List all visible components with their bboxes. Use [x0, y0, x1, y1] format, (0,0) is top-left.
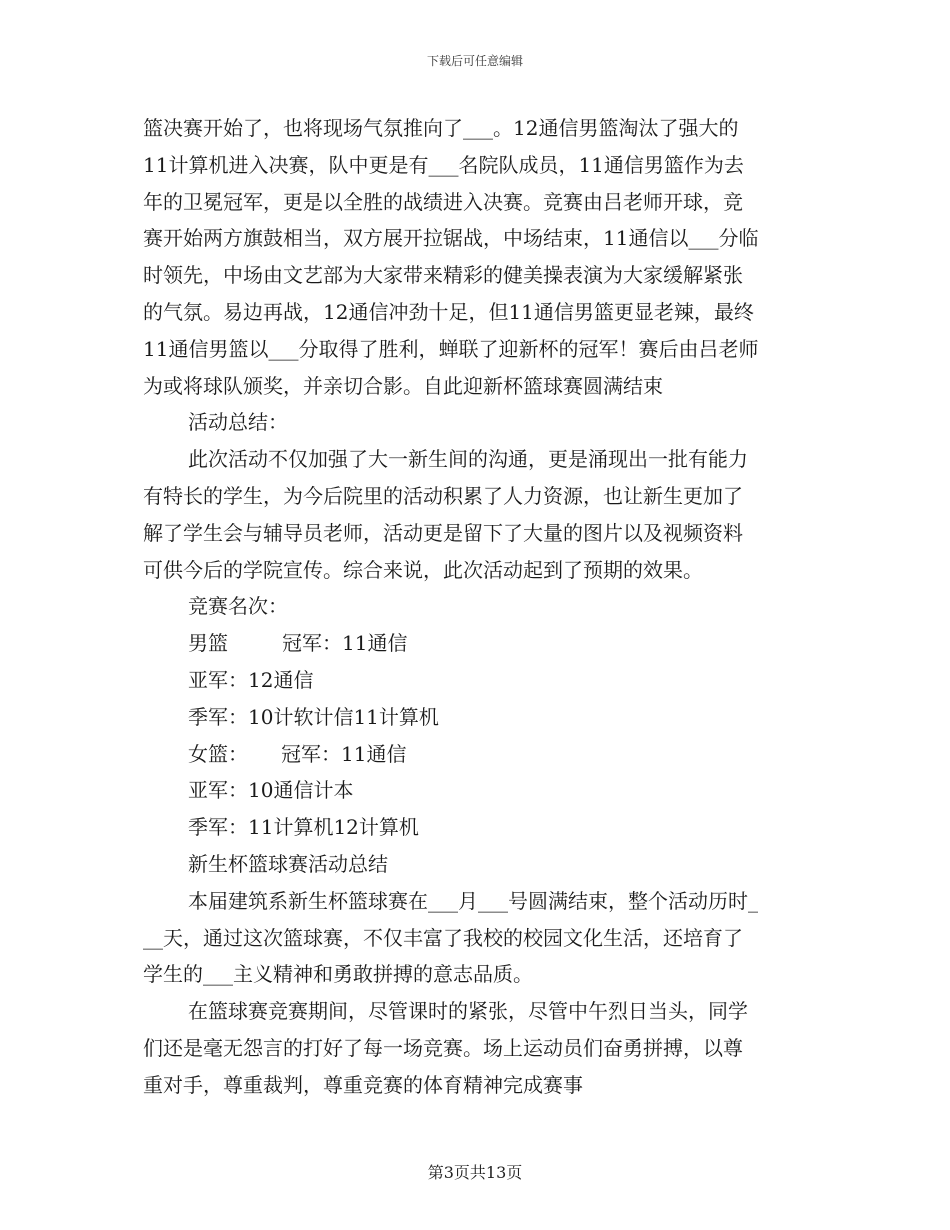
text-line: 年的卫冕冠军，更是以全胜的战绩进入决赛。竞赛由吕老师开球，竞: [143, 189, 743, 214]
text-line: 赛开始两方旗鼓相当，双方展开拉锯战，中场结束，11通信以___分临: [143, 226, 759, 251]
men-champion-row: [143, 625, 808, 662]
text-line: 可供今后的学院宣传。综合来说，此次活动起到了预期的效果。: [143, 557, 703, 582]
summary-heading: 活动总结：: [188, 410, 288, 435]
article-title: 新生杯篮球赛活动总结: [188, 851, 388, 876]
rankings-list: [143, 625, 808, 846]
text-line: 此次活动不仅加强了大一新生间的沟通，更是涌现出一批有能力: [188, 447, 748, 472]
text-line: 为或将球队颁奖，并亲切合影。自此迎新杯篮球赛圆满结束: [143, 373, 663, 398]
page-header: 下载后可任意编辑: [426, 54, 523, 68]
women-champion-row: [143, 736, 808, 773]
men-label: 男篮: [188, 631, 228, 656]
text-line: 重对手，尊重裁判，尊重竞赛的体育精神完成赛事: [143, 1072, 583, 1097]
text-line: 时领先，中场由文艺部为大家带来精彩的健美操表演为大家缓解紧张: [143, 263, 743, 288]
text-line: 在篮球赛竞赛期间，尽管课时的紧张，尽管中午烈日当头，同学: [188, 999, 748, 1024]
text-line: 学生的___主义精神和勇敢拼搏的意志品质。: [143, 962, 533, 987]
men-runner-up: 亚军：12通信: [188, 667, 314, 692]
page-number: 第3页共13页: [427, 1163, 523, 1182]
women-champion: 冠军：11通信: [281, 741, 407, 766]
men-third: 季军：10计软计信11计算机: [188, 704, 439, 729]
text-line: 们还是毫无怨言的打好了每一场竞赛。场上运动员们奋勇拼搏，以尊: [143, 1035, 743, 1060]
women-runner-up: 亚军：10通信计本: [188, 778, 354, 803]
text-line: 有特长的学生，为今后院里的活动积累了人力资源，也让新生更加了: [143, 483, 743, 508]
women-third: 季军：11计算机12计算机: [188, 815, 419, 840]
text-line: 11通信男篮以___分取得了胜利，蝉联了迎新杯的冠军！赛后由吕老师: [143, 336, 759, 361]
rankings-heading: 竞赛名次：: [188, 594, 288, 619]
paragraph-article-intro: [143, 883, 808, 993]
text-line: __天，通过这次篮球赛，不仅丰富了我校的校园文化生活，还培育了: [143, 925, 743, 950]
text-line: 篮决赛开始了，也将现场气氛推向了___。12通信男篮淘汰了强大的: [143, 116, 739, 140]
text-line: 解了学生会与辅导员老师，活动更是留下了大量的图片以及视频资料: [143, 520, 743, 545]
men-champion: 冠军：11通信: [282, 631, 408, 656]
paragraph-final-match: [143, 110, 808, 404]
text-line: 11计算机进入决赛，队中更是有___名院队成员，11通信男篮作为去: [143, 152, 744, 177]
paragraph-summary: [143, 441, 808, 588]
text-line: 本届建筑系新生杯篮球赛在___月___号圆满结束，整个活动历时_: [188, 888, 758, 913]
document-body: [143, 110, 808, 1104]
text-line: 的气氛。易边再战，12通信冲劲十足，但11通信男篮更显老辣，最终: [143, 299, 754, 324]
paragraph-article-body: [143, 993, 808, 1103]
women-label: 女篮：: [188, 741, 248, 766]
